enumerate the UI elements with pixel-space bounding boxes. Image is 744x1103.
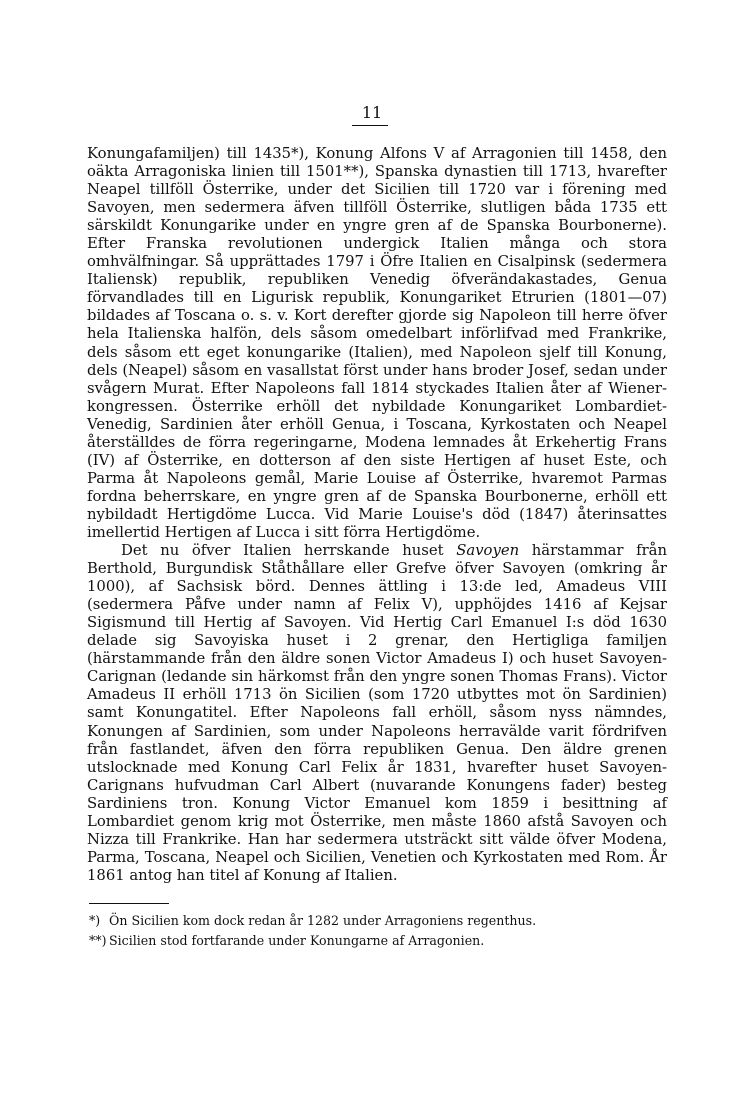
- footnote-2: [89, 931, 669, 951]
- main-text: [87, 145, 667, 885]
- paragraph-2-intro: Det nu öfver Italien herrskande huset: [121, 542, 457, 560]
- footnote-1-marker: *): [89, 913, 101, 928]
- paragraph-2: [87, 542, 667, 885]
- footnote-1: [89, 911, 669, 931]
- footnote-rule: [89, 903, 169, 904]
- page-number: 11: [361, 103, 383, 122]
- footnote-2-marker: **): [89, 933, 107, 948]
- paragraph-1: Konungafamiljen) till 1435*), Konung Alfons V af Arragonien till 1458, den oäkta Arragoniska linien till 1501**), Spanska dynastien till 1713, hvarefter Neapel tillföll Österrike, under det Sicilien till 1720 var i förening med Savoyen, men sedermera äfven tillföll Österrike, slutligen båda 1735 ett särskildt Konungarike under en yngre gren af de Spanska Bourbonerne). Efter Franska revolutionen undergick Italien många och stora omhvälfningar. Så upprättades 1797 i Öfre Italien en Cisalpinsk (sedermera Italiensk) republik, republiken Venedig öfverändakastades, Genua förvandlades till en Ligurisk republik, Konungariket Etrurien (1801—07) bildades af Toscana o. s. v. Kort derefter gjorde sig Napoleon till herre öfver hela Italienska halfön, dels såsom omedelbart införlifvad med Frankrike, dels såsom ett eget konungarike (Italien), med Napoleon sjelf till Konung, dels (Neapel) såsom en vasallstat först under hans broder Josef, sedan under svågern Murat. Efter Napoleons fall 1814 styckades Italien åter af Wiener-kongressen. Österrike erhöll det nybildade Konungariket Lombardiet-Venedig, Sardinien åter erhöll Genua, i Toscana, Kyrkostaten och Neapel återställdes de förra regeringarne, Modena lemnades åt Erkehertig Frans (IV) af Österrike, en dotterson af den siste Hertigen af huset Este, och Parma åt Napoleons gemål, Marie Louise af Österrike, hvaremot Parmas fordna beherrskare, en yngre gren af de Spanska Bourbonerne, erhöll ett nybildadt Hertigdöme Lucca. Vid Marie Louise's död (1847) återinsattes imellertid Hertigen af Lucca i sitt förra Hertigdöme.: [87, 145, 667, 541]
- footnotes: [89, 911, 669, 951]
- page-number-rule: [352, 125, 388, 126]
- footnote-1-text: Ön Sicilien kom dock redan år 1282 under Arragoniens regenthus.: [109, 913, 537, 928]
- paragraph-2-rest: härstammar från Berthold, Burgundisk Ståthållare eller Grefve öfver Savoyen (omkring år 1000), af Sachsisk börd. Dennes ättling i 13:de led, Amadeus VIII (sedermera Påfve under namn af Felix V), upphöjdes 1416 af Kejsar Sigismund till Hertig af Savoyen. Vid Hertig Carl Emanuel I:s död 1630 delade sig Savoyiska huset i 2 grenar, den Hertigliga familjen (härstammande från den äldre sonen Victor Amadeus I) och huset Savoyen-Carignan (ledande sin härkomst från den yngre sonen Thomas Frans). Victor Amadeus II erhöll 1713 ön Sicilien (som 1720 utbyttes mot ön Sardinien) samt Konungatitel. Efter Napoleons fall erhöll, såsom nyss nämndes, Konungen af Sardinien, som under Napoleons herravälde varit fördrifven från fastlandet, äfven den förra republiken Genua. Den äldre grenen utslocknade med Konung Carl Felix år 1831, hvarefter huset Savoyen-Carignans hufvudman Carl Albert (nuvarande Konungens fader) besteg Sardiniens tron. Konung Victor Emanuel kom 1859 i besittning af Lombardiet genom krig mot Österrike, men måste 1860 afstå Savoyen och Nizza till Frankrike. Han har sedermera utsträckt sitt välde öfver Modena, Parma, Toscana, Neapel och Sicilien, Venetien och Kyrkostaten med Rom. År 1861 antog han titel af Konung af Italien.: [87, 542, 667, 884]
- paragraph-2-emphasis: Savoyen: [456, 542, 520, 560]
- footnote-2-text: Sicilien stod fortfarande under Konungarne af Arragonien.: [109, 933, 485, 948]
